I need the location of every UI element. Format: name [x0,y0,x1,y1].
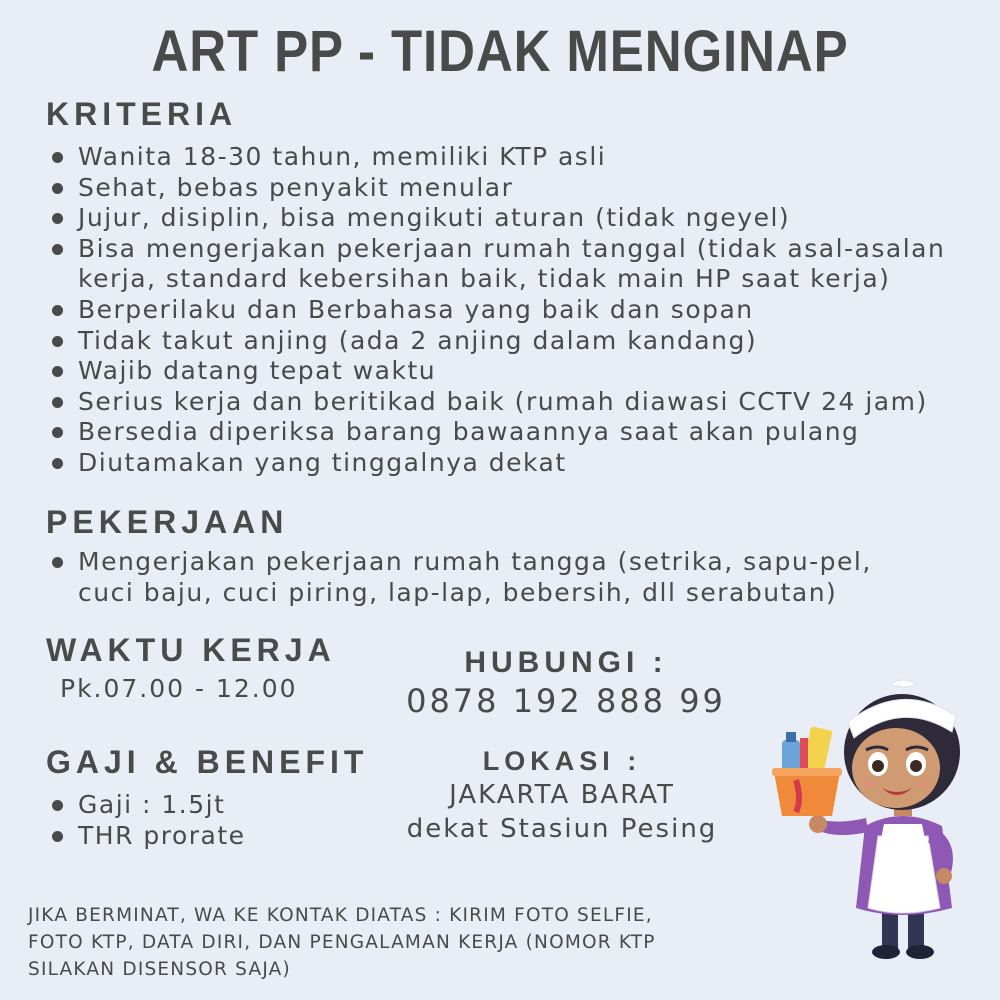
lokasi-heading: LOKASI : [482,746,642,776]
list-item: Wajib datang tepat waktu [46,356,945,387]
kriteria-heading: KRITERIA [46,96,238,132]
list-item: Tidak takut anjing (ada 2 anjing dalam kandang) [46,326,945,357]
list-item: Gaji : 1.5jt [46,790,246,821]
pekerjaan-heading: PEKERJAAN [46,504,289,540]
lokasi-line1: JAKARTA BARAT [449,780,675,810]
list-item: Bersedia diperiksa barang bawaannya saat akan pulang [46,417,945,448]
list-item: Bisa mengerjakan pekerjaan rumah tanggal (tidak asal-asalan kerja, standard kebersihan baik, tidak main HP saat kerja) [46,234,945,295]
kriteria-list [46,142,945,479]
pekerjaan-list [46,547,872,608]
gaji-benefit-heading: GAJI & BENEFIT [46,744,369,780]
page-title: ART PP - TIDAK MENGINAP [151,19,849,84]
list-item: Diutamakan yang tinggalnya dekat [46,448,945,479]
footer-line: FOTO KTP, DATA DIRI, DAN PENGALAMAN KERJA (NOMOR KTP [28,932,656,953]
list-item: Serius kerja dan beritikad baik (rumah diawasi CCTV 24 jam) [46,387,945,418]
hubungi-heading: HUBUNGI : [464,646,668,679]
list-item: Mengerjakan pekerjaan rumah tangga (setrika, sapu-pel, cuci baju, cuci piring, lap-lap, bebersih, dll serabutan) [46,547,872,608]
footer-note [28,902,656,983]
list-item: THR prorate [46,821,246,852]
gaji-list [46,790,246,851]
maid-with-cleaning-bucket-icon [770,676,985,966]
list-item: Sehat, bebas penyakit menular [46,173,945,204]
phone-number: 0878 192 888 99 [406,682,726,720]
list-item: Berperilaku dan Berbahasa yang baik dan sopan [46,295,945,326]
waktu-kerja-heading: WAKTU KERJA [46,632,336,668]
footer-line: SILAKAN DISENSOR SAJA) [28,959,291,980]
list-item: Wanita 18-30 tahun, memiliki KTP asli [46,142,945,173]
waktu-kerja-value: Pk.07.00 - 12.00 [60,674,298,703]
lokasi-line2: dekat Stasiun Pesing [406,814,718,844]
list-item: Jujur, disiplin, bisa mengikuti aturan (tidak ngeyel) [46,203,945,234]
footer-line: JIKA BERMINAT, WA KE KONTAK DIATAS : KIRIM FOTO SELFIE, [28,905,653,926]
